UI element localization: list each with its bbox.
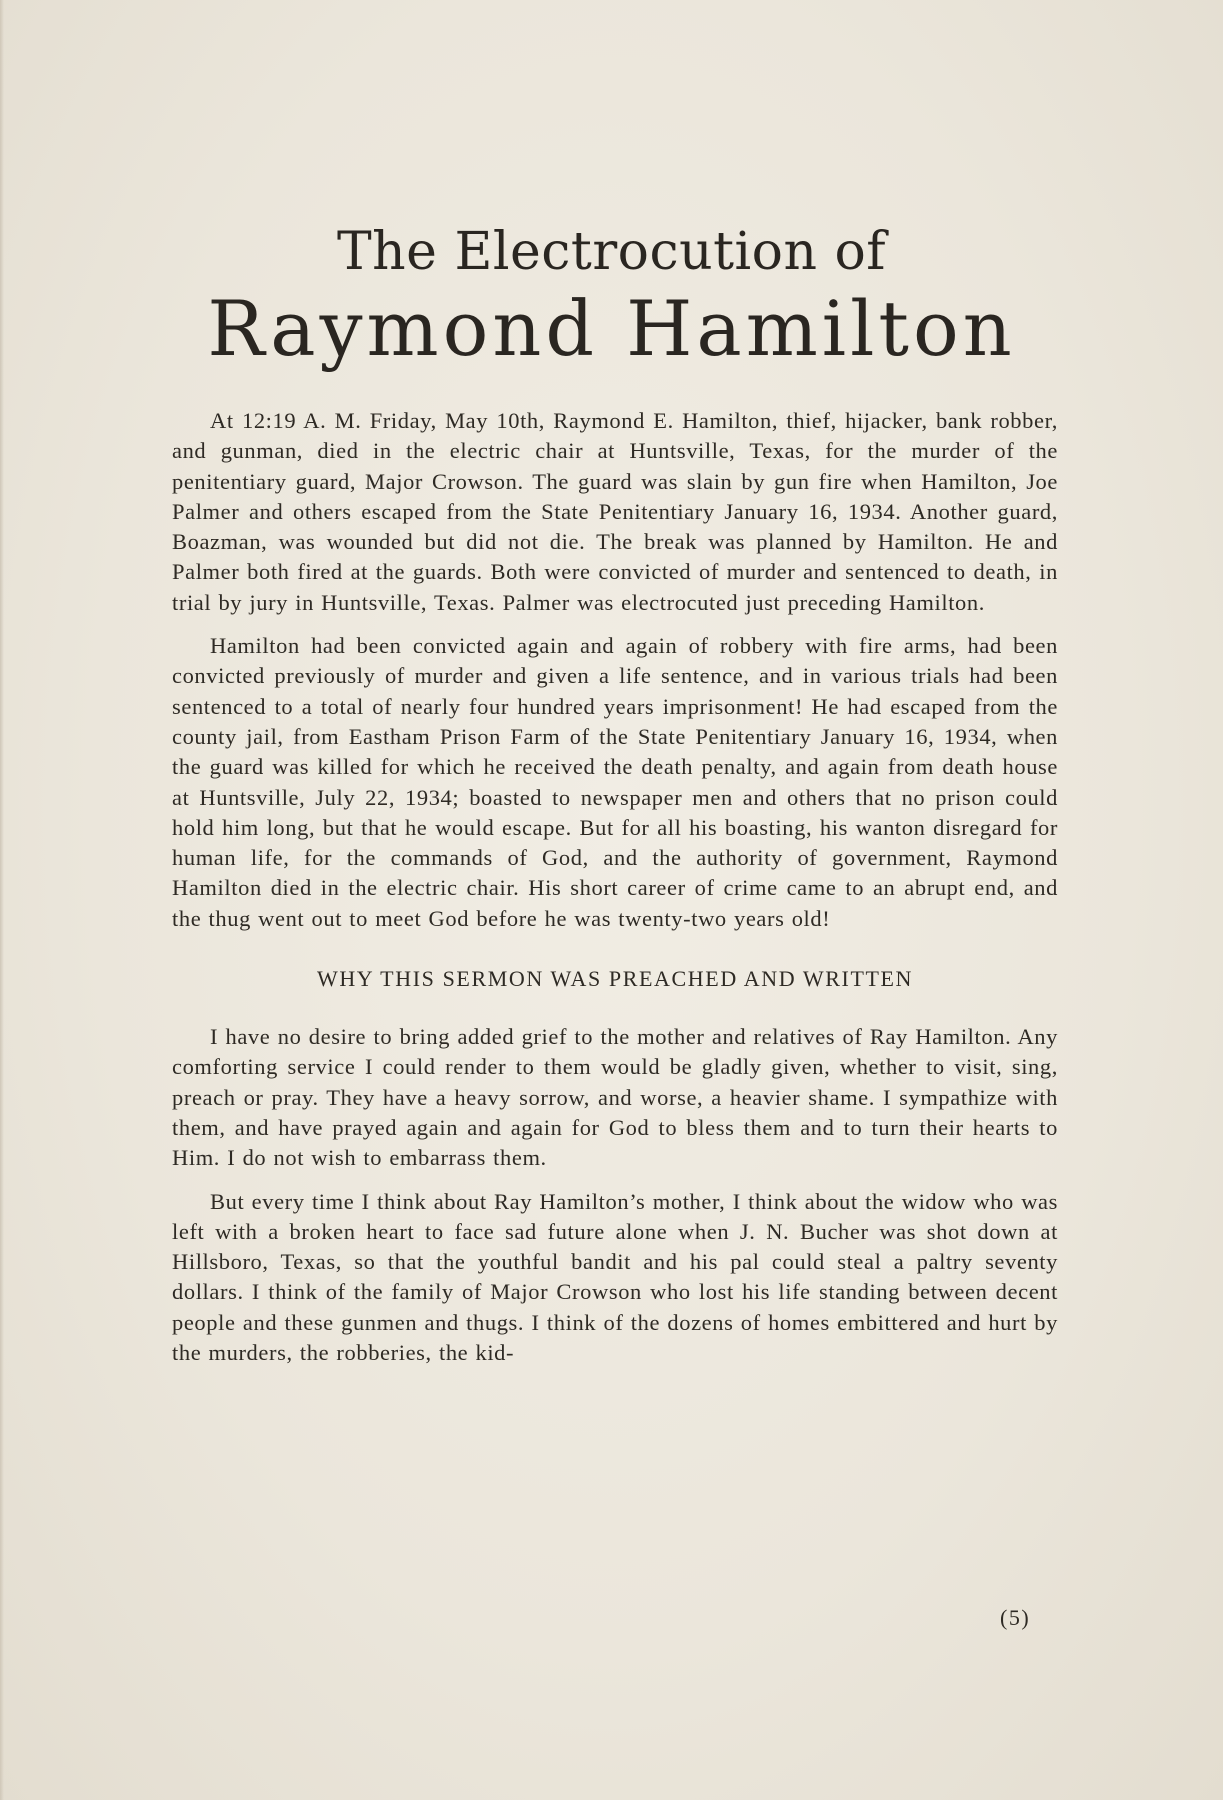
title-line-2: Raymond Hamilton — [207, 284, 1016, 373]
section-heading: WHY THIS SERMON WAS PREACHED AND WRITTEN — [316, 966, 914, 992]
paragraph-section-1: I have no desire to bring added grief to the mother and relatives of Ray Hamilton. Any comforting service I could render to them would be gladly given, whether to visit, sing, preach or pray. They have a heavy sorrow, and worse, a heavier shame. I sympathize with them, and have prayed again and again for God to bless them and to turn their hearts to Him. I do not wish to embarrass them. — [172, 1024, 1058, 1171]
title-line-1: The Electrocution of — [336, 222, 887, 282]
paragraph-section-2: But every time I think about Ray Hamilton’s mother, I think about the widow who was left with a broken heart to face sad future alone when J. N. Bucher was shot down at Hillsboro, Texas, so that the youthful bandit and his pal could steal a paltry seventy dollars. I think of the family of Major Crowson who lost his life standing between decent people and these gunmen and thugs. I think of the dozens of homes embittered and hurt by the murders, the robberies, the kid- — [172, 1188, 1058, 1366]
paragraph-intro-1: At 12:19 A. M. Friday, May 10th, Raymond E. Hamilton, thief, hijacker, bank robber, and gunman, died in the electric chair at Huntsville, Texas, for the murder of the penitentiary guard, Major Crowson. The guard was slain by gun fire when Hamilton, Joe Palmer and others escaped from the State Penitentiary January 16, 1934. Another guard, Boazman, was wounded but did not die. The break was planned by Hamilton. He and Palmer both fired at the guards. Both were convicted of murder and sentenced to death, in trial by jury in Huntsville, Texas. Palmer was electrocuted just preceding Hamilton. — [172, 408, 1058, 615]
page-number: (5) — [1000, 1605, 1031, 1630]
paragraph-intro-2: Hamilton had been convicted again and again of robbery with fire arms, had been convicted previously of murder and given a life sentence, and in various trials had been sentenced to a total of nearly four hundred years imprisonment! He had escaped from the county jail, from Eastham Prison Farm of the State Penitentiary January 16, 1934, when the guard was killed for which he received the death penalty, and again from death house at Huntsville, July 22, 1934; boasted to newspaper men and others that no prison could hold him long, but that he would escape. But for all his boasting, his wanton disregard for human life, for the commands of God, and the authority of government, Raymond Hamilton died in the electric chair. His short career of crime came to an abrupt end, and the thug went out to meet God before he was twenty-two years old! — [172, 633, 1058, 931]
article-body — [172, 406, 1058, 1381]
